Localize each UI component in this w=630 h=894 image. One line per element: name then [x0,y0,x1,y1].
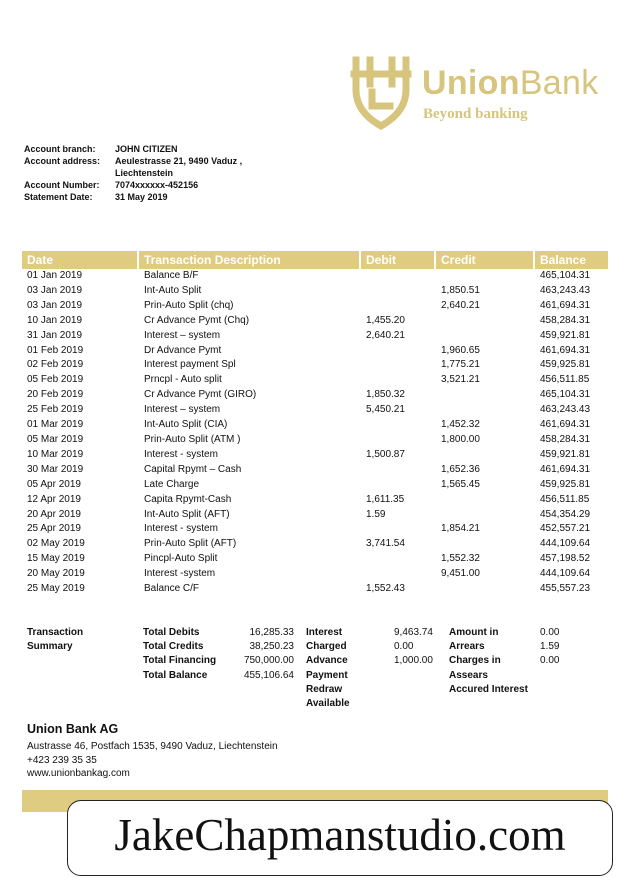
table-row [22,373,608,388]
table-row [22,403,608,418]
row-credit: 1,775.21 [441,359,480,371]
row-date: 20 Apr 2019 [27,508,81,520]
table-row [22,448,608,463]
account-address-row-2 [24,167,265,179]
row-debit [361,284,436,299]
row-description: Int-Auto Split [144,284,202,296]
summary-title [27,626,83,654]
row-date: 05 Feb 2019 [27,374,84,386]
row-balance: 456,511.85 [540,374,590,386]
summary-label: Available [306,698,350,710]
account-number-label: Account Number: [24,180,100,190]
row-date: 03 Jan 2019 [27,284,83,296]
row-credit: 1,652.36 [441,463,480,475]
column-header-debit: Debit [361,251,436,269]
summary-value: 750,000.00 [243,655,294,667]
row-date: 05 Mar 2019 [27,433,84,445]
row-description: Interest – system [144,404,221,416]
row-debit: 5,450.21 [366,404,405,416]
table-row [22,358,608,373]
row-credit: 3,521.21 [441,374,480,386]
row-debit [361,552,436,567]
row-description: Interest payment Spl [144,359,236,371]
table-row [22,463,608,478]
footer-company-name: Union Bank AG [27,722,119,736]
row-debit: 2,640.21 [366,329,405,341]
summary-value: 1,000.00 [394,655,433,667]
row-date: 02 May 2019 [27,538,85,550]
summary-label: Total Credits [143,641,204,653]
row-debit [361,344,436,359]
row-date: 02 Feb 2019 [27,359,84,371]
account-address-label: Account address: [24,156,101,166]
account-info [24,143,265,203]
summary-label: Payment [306,669,348,681]
statement-date-label: Statement Date: [24,192,93,202]
transactions-table [22,251,608,597]
summary-label: Amount in [449,627,499,638]
table-row [22,284,608,299]
row-date: 25 Apr 2019 [27,523,81,535]
table-row [22,567,608,582]
row-date: 12 Apr 2019 [27,493,81,505]
row-date: 15 May 2019 [27,553,85,565]
row-description: Cr Advance Pymt (Chq) [144,314,250,326]
row-debit: 1,552.43 [366,583,405,595]
watermark-banner [67,800,613,876]
column-header-credit: Credit [436,251,535,269]
footer-website: www.unionbankag.com [27,768,130,779]
summary-label: Advance [306,655,348,667]
summary-label: Arrears [449,641,485,653]
row-debit: 1.59 [366,508,386,520]
row-description: Prncpl - Auto split [144,374,222,386]
summary-value: 455,106.64 [243,669,294,681]
summary-arrears-labels [449,626,528,697]
row-debit [361,418,436,433]
row-credit: 2,640.21 [441,299,480,311]
table-row [22,418,608,433]
row-credit [436,448,535,463]
summary-label: Total Debits [143,627,200,638]
footer-phone: +423 239 35 35 [27,754,97,766]
row-date: 01 Feb 2019 [27,344,84,356]
summary-label: Assears [449,669,488,681]
row-credit: 1,960.65 [441,344,480,356]
row-date: 25 May 2019 [27,583,85,595]
account-branch-value: JOHN CITIZEN [115,144,178,154]
row-balance: 459,921.81 [540,448,591,460]
summary-label: Total Balance [143,669,208,681]
row-balance: 454,354.29 [540,508,591,520]
account-branch-label: Account branch: [24,144,96,154]
table-row [22,269,608,284]
summary-label: Charges in [449,655,501,667]
row-description: Dr Advance Pymt [144,344,222,356]
row-description: Late Charge [144,478,200,490]
summary-totals-labels [143,626,216,683]
row-date: 01 Jan 2019 [27,270,83,281]
summary-label: Charged [306,641,347,653]
row-credit [436,269,535,284]
row-credit [436,493,535,508]
summary-totals-values [230,626,294,683]
row-debit [361,463,436,478]
statement-date-value: 31 May 2019 [115,192,168,202]
row-debit: 1,500.87 [366,448,405,460]
table-row [22,493,608,508]
summary-value: 0.00 [540,627,560,638]
bank-name [422,64,599,103]
watermark-text: JakeChapmanstudio.com [114,810,566,860]
row-description: Balance B/F [144,270,199,281]
row-balance: 461,694.31 [540,463,591,475]
summary-value: 1.59 [540,641,560,653]
summary-title-line: Summary [27,641,73,653]
row-credit: 1,850.51 [441,284,480,296]
table-row [22,478,608,493]
row-credit [436,329,535,344]
row-date: 01 Mar 2019 [27,419,84,431]
table-row [22,388,608,403]
footer-address: Austrasse 46, Postfach 1535, 9490 Vaduz, Liechtenstein [27,741,278,752]
account-branch-row [24,143,265,155]
row-balance: 463,243.43 [540,284,591,296]
table-row [22,433,608,448]
row-credit: 1,565.45 [441,478,480,490]
table-row [22,537,608,552]
row-date: 05 Apr 2019 [27,478,81,490]
row-credit: 9,451.00 [441,568,480,580]
column-header-description: Transaction Description [139,251,361,269]
bank-footer [27,722,278,781]
row-balance: 461,694.31 [540,344,591,356]
row-debit [361,478,436,493]
row-debit: 3,741.54 [366,538,405,550]
row-credit: 1,800.00 [441,433,480,445]
row-date: 10 Mar 2019 [27,448,84,460]
summary-title-line: Transaction [27,627,84,638]
table-row [22,314,608,329]
row-date: 30 Mar 2019 [27,463,84,475]
summary-arrears-values [540,626,559,669]
summary-label: Accured Interest [449,683,528,695]
bank-logo [350,56,620,132]
row-credit [436,508,535,523]
transactions-body [22,269,608,597]
account-number-value: 7074xxxxxx-452156 [115,180,199,190]
summary-value: 0.00 [540,655,560,667]
column-header-date: Date [22,251,139,269]
row-balance: 465,104.31 [540,389,591,401]
row-description: Balance C/F [144,583,200,595]
summary-interest-values [394,626,433,669]
row-balance: 457,198.52 [540,553,591,565]
table-header-row [22,251,608,269]
row-description: Prin-Auto Split (ATM ) [144,433,241,445]
bank-tagline: Beyond banking [423,106,528,122]
row-debit [361,373,436,388]
row-balance: 459,925.81 [540,359,591,371]
row-credit [436,314,535,329]
row-date: 03 Jan 2019 [27,299,83,311]
summary-interest-labels [306,626,350,711]
row-balance: 458,284.31 [540,314,591,326]
row-date: 20 Feb 2019 [27,389,84,401]
row-balance: 461,694.31 [540,419,591,431]
union-bank-emblem-icon [350,56,412,130]
row-debit [361,433,436,448]
row-date: 31 Jan 2019 [27,329,83,341]
row-credit [436,388,535,403]
account-address-line1: Aeulestrasse 21, 9490 Vaduz , [115,156,243,166]
row-balance: 461,694.31 [540,299,591,311]
table-row [22,582,608,597]
row-description: Interest - system [144,448,218,460]
row-description: Interest -system [144,568,216,580]
row-debit: 1,850.32 [366,389,405,401]
row-balance: 455,557.23 [540,583,591,595]
row-description: Capita Rpymt-Cash [144,493,232,505]
row-date: 25 Feb 2019 [27,404,84,416]
summary-value: 9,463.74 [394,627,433,638]
summary-value: 0.00 [394,641,414,653]
account-number-row [24,179,265,191]
table-row [22,508,608,523]
row-description: Int-Auto Split (AFT) [144,508,230,520]
row-description: Prin-Auto Split (AFT) [144,538,237,550]
row-balance: 458,284.31 [540,433,591,445]
row-balance: 456,511.85 [540,493,590,505]
row-date: 10 Jan 2019 [27,314,83,326]
row-description: Cr Advance Pymt (GIRO) [144,389,257,401]
row-debit: 1,611.35 [366,493,405,505]
statement-date-row [24,191,265,203]
row-credit: 1,854.21 [441,523,480,535]
row-description: Prin-Auto Split (chq) [144,299,234,311]
row-balance: 465,104.31 [540,270,591,281]
table-row [22,299,608,314]
row-date: 20 May 2019 [27,568,85,580]
row-balance: 463,243.43 [540,404,591,416]
summary-label: Interest [306,627,343,638]
column-header-balance: Balance [535,251,608,269]
row-balance: 444,109.64 [540,568,591,580]
account-address-row [24,155,265,167]
row-balance: 452,557.21 [540,523,591,535]
row-balance: 444,109.64 [540,538,591,550]
row-credit [436,537,535,552]
row-credit [436,403,535,418]
table-row [22,329,608,344]
row-debit [361,567,436,582]
table-row [22,344,608,359]
row-credit [436,582,535,597]
row-balance: 459,921.81 [540,329,591,341]
row-debit [361,269,436,284]
row-description: Interest – system [144,329,221,341]
row-credit: 1,452.32 [441,419,480,431]
row-debit: 1,455.20 [366,314,405,326]
row-credit: 1,552.32 [441,553,480,565]
row-balance: 459,925.81 [540,478,591,490]
account-address-line2: Liechtenstein [115,168,174,178]
row-description: Interest - system [144,523,218,535]
summary-label: Total Financing [143,655,217,667]
row-description: Pincpl-Auto Split [144,553,218,565]
summary-value: 38,250.23 [249,641,294,653]
row-description: Int-Auto Split (CIA) [144,419,228,431]
row-description: Capital Rpymt – Cash [144,463,242,475]
table-row [22,522,608,537]
summary-value: 16,285.33 [249,627,294,638]
summary-label: Redraw [306,683,343,695]
row-debit [361,358,436,373]
bank-name-bold: Union [422,64,520,102]
row-debit [361,522,436,537]
row-debit [361,299,436,314]
bank-name-regular: Bank [519,64,599,102]
table-row [22,552,608,567]
